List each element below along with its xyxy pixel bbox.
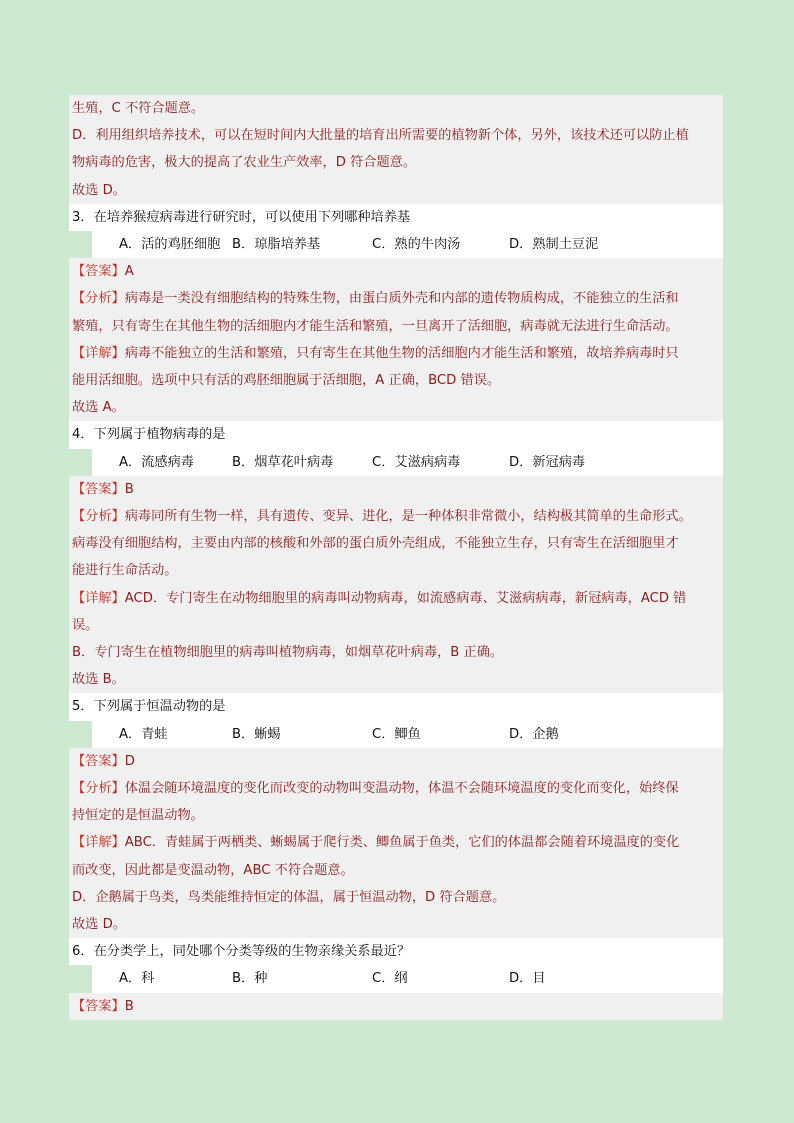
answer-line [69, 993, 723, 1020]
analysis-line: 病毒没有细胞结构，主要由内部的核酸和外部的蛋白质外壳组成，不能独立生存，只有寄生在活细胞里才 [69, 530, 723, 557]
analysis-text: 病毒是一类没有细胞结构的特殊生物，由蛋白质外壳和内部的遗传物质构成，不能独立的生活和 [124, 291, 679, 307]
answer-value: D [124, 753, 135, 769]
detail-line [69, 340, 723, 367]
detail-line: B．专门寄生在植物细胞里的病毒叫植物病毒，如烟草花叶病毒，B 正确。 [69, 639, 723, 666]
detail-line: 能用活细胞。选项中只有活的鸡胚细胞属于活细胞，A 正确，BCD 错误。 [69, 367, 723, 394]
option-c: C．鲫鱼 [372, 726, 421, 742]
analysis-text: 病毒同所有生物一样，具有遗传、变异、进化，是一种体积非常微小，结构极其简单的生命形式。 [124, 509, 692, 525]
answer-line [69, 258, 723, 285]
analysis-text: 体温会随环境温度的变化而改变的动物叫变温动物，体温不会随环境温度的变化而变化，始终保 [124, 781, 679, 797]
question-stem-6: 6．在分类学上，同处哪个分类等级的生物亲缘关系最近？ [69, 938, 723, 965]
detail-line [69, 829, 723, 856]
detail-line: 误。 [69, 612, 723, 639]
question-stem-3: 3．在培养猴痘病毒进行研究时，可以使用下列哪种培养基 [69, 204, 723, 231]
detail-tag: 【详解】 [72, 835, 125, 851]
answer-tag: 【答案】 [72, 264, 125, 280]
answer-line [69, 476, 723, 503]
option-c: C．纲 [372, 971, 408, 987]
answer-value: B [124, 481, 134, 497]
option-c: C．艾滋病病毒 [372, 454, 461, 470]
option-a: A．科 [119, 971, 155, 987]
question-stem-5: 5．下列属于恒温动物的是 [69, 693, 723, 720]
answer-tag: 【答案】 [72, 753, 125, 769]
option-b: B．琼脂培养基 [232, 237, 321, 253]
text-line: D．利用组织培养技术，可以在短时间内大批量的培育出所需要的植物新个体，另外，该技术还可以防止植 [69, 122, 723, 149]
answer-value: A [124, 264, 134, 280]
detail-line: D．企鹅属于鸟类，鸟类能维持恒定的体温，属于恒温动物，D 符合题意。 [69, 884, 723, 911]
answer-tag: 【答案】 [72, 998, 125, 1014]
text-line: 生殖，C 不符合题意。 [69, 95, 723, 122]
conclusion-line: 故选 D。 [69, 177, 723, 204]
analysis-line: 能进行生命活动。 [69, 557, 723, 584]
text-line: 物病毒的危害，极大的提高了农业生产效率，D 符合题意。 [69, 149, 723, 176]
detail-line [69, 585, 723, 612]
detail-text: ABC．青蛙属于两栖类、蜥蜴属于爬行类、鲫鱼属于鱼类，它们的体温都会随着环境温度的变化 [124, 835, 680, 851]
option-b: B．种 [232, 971, 268, 987]
analysis-line [69, 775, 723, 802]
option-a: A．流感病毒 [119, 454, 194, 470]
option-d: D．熟制土豆泥 [509, 237, 599, 253]
options-row-4 [92, 449, 723, 476]
conclusion-line: 故选 B。 [69, 666, 723, 693]
detail-tag: 【详解】 [72, 590, 125, 606]
conclusion-line: 故选 D。 [69, 911, 723, 938]
analysis-tag: 【分析】 [72, 509, 125, 525]
option-d: D．目 [509, 971, 546, 987]
answer-value: B [124, 998, 134, 1014]
analysis-line [69, 285, 723, 312]
analysis-line [69, 503, 723, 530]
options-row-6 [92, 965, 723, 992]
option-a: A．活的鸡胚细胞 [119, 237, 221, 253]
option-d: D．企鹅 [509, 726, 559, 742]
answer-tag: 【答案】 [72, 481, 125, 497]
option-d: D．新冠病毒 [509, 454, 586, 470]
detail-tag: 【详解】 [72, 345, 125, 361]
detail-text: ACD．专门寄生在动物细胞里的病毒叫动物病毒，如流感病毒、艾滋病病毒，新冠病毒，ACD 错 [124, 590, 687, 606]
detail-text: 病毒不能独立的生活和繁殖，只有寄生在其他生物的活细胞内才能生活和繁殖，故培养病毒时只 [124, 345, 679, 361]
option-a: A．青蛙 [119, 726, 168, 742]
option-c: C．熟的牛肉汤 [372, 237, 461, 253]
question-stem-4: 4．下列属于植物病毒的是 [69, 421, 723, 448]
option-b: B．烟草花叶病毒 [232, 454, 334, 470]
options-row-3 [92, 231, 723, 258]
analysis-tag: 【分析】 [72, 781, 125, 797]
answer-line [69, 748, 723, 775]
option-b: B．蜥蜴 [232, 726, 281, 742]
analysis-line: 持恒定的是恒温动物。 [69, 802, 723, 829]
analysis-tag: 【分析】 [72, 291, 125, 307]
conclusion-line: 故选 A。 [69, 394, 723, 421]
detail-line: 而改变，因此都是变温动物，ABC 不符合题意。 [69, 857, 723, 884]
options-row-5 [92, 721, 723, 748]
document-page [69, 95, 723, 1020]
analysis-line: 繁殖，只有寄生在其他生物的活细胞内才能生活和繁殖，一旦离开了活细胞，病毒就无法进行生命活动。 [69, 313, 723, 340]
